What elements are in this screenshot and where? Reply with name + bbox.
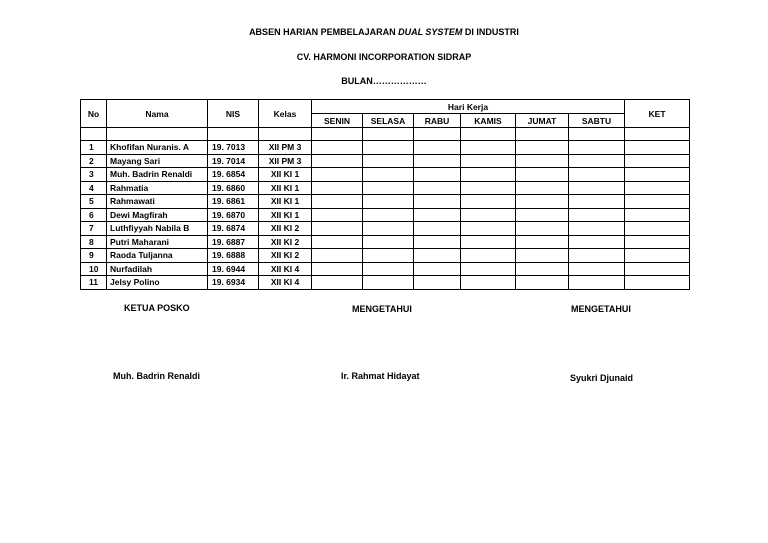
- month-label: BULAN………………: [341, 76, 427, 86]
- signature-role-middle: MENGETAHUI: [352, 304, 412, 314]
- row-number: 2: [81, 154, 107, 168]
- table-row: [81, 154, 690, 168]
- attendance-cell: [363, 141, 414, 155]
- row-name: Mayang Sari: [107, 154, 208, 168]
- attendance-cell: [363, 249, 414, 263]
- attendance-cell: [414, 262, 461, 276]
- row-number: 8: [81, 235, 107, 249]
- attendance-cell: [363, 276, 414, 290]
- row-number: 5: [81, 195, 107, 209]
- header-day: JUMAT: [516, 114, 569, 128]
- ket-cell: [625, 235, 690, 249]
- attendance-cell: [569, 195, 625, 209]
- row-name: Khofifan Nuranis. A: [107, 141, 208, 155]
- attendance-cell: [312, 168, 363, 182]
- attendance-cell: [516, 235, 569, 249]
- signature-name-middle: Ir. Rahmat Hidayat: [341, 371, 420, 381]
- row-class: XII KI 1: [259, 208, 312, 222]
- row-number: 1: [81, 141, 107, 155]
- row-number: 6: [81, 208, 107, 222]
- attendance-cell: [312, 222, 363, 236]
- table-row: [81, 195, 690, 209]
- table-row: [81, 222, 690, 236]
- table-row: [81, 208, 690, 222]
- table-row: [81, 168, 690, 182]
- row-number: 7: [81, 222, 107, 236]
- row-number: 11: [81, 276, 107, 290]
- row-nis: 19. 6944: [208, 262, 259, 276]
- header-kelas: Kelas: [259, 100, 312, 128]
- title-italic: DUAL SYSTEM: [398, 27, 463, 37]
- row-nis: 19. 6861: [208, 195, 259, 209]
- ket-cell: [625, 249, 690, 263]
- attendance-cell: [516, 195, 569, 209]
- title-suffix: DI INDUSTRI: [462, 27, 519, 37]
- table-row: [81, 181, 690, 195]
- attendance-cell: [414, 181, 461, 195]
- attendance-cell: [461, 262, 516, 276]
- attendance-cell: [569, 208, 625, 222]
- header-ket: KET: [625, 100, 690, 128]
- table-row: [81, 235, 690, 249]
- header-day: RABU: [414, 114, 461, 128]
- header-nama: Nama: [107, 100, 208, 128]
- attendance-cell: [461, 276, 516, 290]
- row-number: 4: [81, 181, 107, 195]
- attendance-cell: [312, 154, 363, 168]
- company-name: CV. HARMONI INCORPORATION SIDRAP: [296, 52, 472, 62]
- attendance-cell: [569, 154, 625, 168]
- row-nis: 19. 7013: [208, 141, 259, 155]
- attendance-cell: [414, 141, 461, 155]
- row-class: XII KI 1: [259, 181, 312, 195]
- row-nis: 19. 7014: [208, 154, 259, 168]
- row-class: XII PM 3: [259, 141, 312, 155]
- attendance-cell: [414, 235, 461, 249]
- row-name: Putri Maharani: [107, 235, 208, 249]
- ket-cell: [625, 141, 690, 155]
- row-class: XII KI 1: [259, 195, 312, 209]
- attendance-cell: [516, 262, 569, 276]
- attendance-cell: [312, 276, 363, 290]
- table-row: [81, 262, 690, 276]
- attendance-cell: [414, 154, 461, 168]
- attendance-cell: [363, 195, 414, 209]
- attendance-cell: [363, 154, 414, 168]
- ket-cell: [625, 208, 690, 222]
- signature-name-right: Syukri Djunaid: [570, 373, 634, 383]
- attendance-cell: [363, 222, 414, 236]
- row-name: Rahmawati: [107, 195, 208, 209]
- row-name: Rahmatia: [107, 181, 208, 195]
- header-day: SENIN: [312, 114, 363, 128]
- attendance-cell: [461, 222, 516, 236]
- attendance-cell: [516, 181, 569, 195]
- attendance-cell: [461, 235, 516, 249]
- header-day: KAMIS: [461, 114, 516, 128]
- attendance-cell: [414, 276, 461, 290]
- row-class: XII KI 4: [259, 262, 312, 276]
- attendance-cell: [312, 141, 363, 155]
- attendance-cell: [569, 222, 625, 236]
- attendance-table: [80, 99, 690, 290]
- attendance-cell: [461, 181, 516, 195]
- attendance-cell: [363, 235, 414, 249]
- attendance-cell: [312, 262, 363, 276]
- attendance-cell: [516, 154, 569, 168]
- attendance-cell: [516, 222, 569, 236]
- attendance-cell: [363, 262, 414, 276]
- row-number: 10: [81, 262, 107, 276]
- attendance-cell: [461, 154, 516, 168]
- attendance-cell: [414, 249, 461, 263]
- attendance-cell: [569, 276, 625, 290]
- attendance-cell: [363, 181, 414, 195]
- row-name: Nurfadilah: [107, 262, 208, 276]
- ket-cell: [625, 262, 690, 276]
- row-nis: 19. 6854: [208, 168, 259, 182]
- row-class: XII KI 2: [259, 249, 312, 263]
- signature-role-left: KETUA POSKO: [124, 303, 190, 313]
- table-row: [81, 249, 690, 263]
- row-nis: 19. 6860: [208, 181, 259, 195]
- row-number: 3: [81, 168, 107, 182]
- title-prefix: ABSEN HARIAN PEMBELAJARAN: [249, 27, 399, 37]
- row-class: XII KI 2: [259, 222, 312, 236]
- attendance-cell: [569, 249, 625, 263]
- attendance-cell: [312, 195, 363, 209]
- header-no: No: [81, 100, 107, 128]
- row-class: XII KI 2: [259, 235, 312, 249]
- attendance-cell: [569, 235, 625, 249]
- row-nis: 19. 6870: [208, 208, 259, 222]
- attendance-cell: [414, 222, 461, 236]
- attendance-cell: [414, 195, 461, 209]
- attendance-cell: [363, 168, 414, 182]
- attendance-cell: [414, 168, 461, 182]
- ket-cell: [625, 181, 690, 195]
- row-number: 9: [81, 249, 107, 263]
- attendance-cell: [312, 208, 363, 222]
- attendance-cell: [569, 262, 625, 276]
- attendance-cell: [312, 235, 363, 249]
- header-day: SABTU: [569, 114, 625, 128]
- attendance-cell: [516, 249, 569, 263]
- row-name: Luthfiyyah Nabila B: [107, 222, 208, 236]
- signature-name-left: Muh. Badrin Renaldi: [113, 371, 201, 381]
- attendance-cell: [516, 276, 569, 290]
- attendance-cell: [569, 168, 625, 182]
- row-nis: 19. 6874: [208, 222, 259, 236]
- attendance-cell: [363, 208, 414, 222]
- attendance-cell: [312, 249, 363, 263]
- table-row: [81, 141, 690, 155]
- attendance-cell: [516, 168, 569, 182]
- row-nis: 19. 6934: [208, 276, 259, 290]
- header-hari-kerja: Hari Kerja: [312, 100, 625, 114]
- ket-cell: [625, 195, 690, 209]
- table-row: [81, 276, 690, 290]
- attendance-cell: [461, 141, 516, 155]
- attendance-cell: [312, 181, 363, 195]
- header-day: SELASA: [363, 114, 414, 128]
- attendance-cell: [569, 141, 625, 155]
- ket-cell: [625, 276, 690, 290]
- document-title: [0, 27, 768, 37]
- row-nis: 19. 6888: [208, 249, 259, 263]
- header-nis: NIS: [208, 100, 259, 128]
- ket-cell: [625, 154, 690, 168]
- row-class: XII KI 4: [259, 276, 312, 290]
- row-class: XII KI 1: [259, 168, 312, 182]
- row-name: Jelsy Polino: [107, 276, 208, 290]
- row-class: XII PM 3: [259, 154, 312, 168]
- ket-cell: [625, 222, 690, 236]
- attendance-cell: [569, 181, 625, 195]
- row-name: Dewi Magfirah: [107, 208, 208, 222]
- ket-cell: [625, 168, 690, 182]
- signature-role-right: MENGETAHUI: [571, 304, 631, 314]
- attendance-cell: [516, 141, 569, 155]
- attendance-cell: [414, 208, 461, 222]
- row-name: Muh. Badrin Renaldi: [107, 168, 208, 182]
- row-nis: 19. 6887: [208, 235, 259, 249]
- attendance-cell: [461, 195, 516, 209]
- attendance-cell: [461, 168, 516, 182]
- attendance-cell: [461, 249, 516, 263]
- row-name: Raoda Tuljanna: [107, 249, 208, 263]
- spacer-row: [81, 128, 690, 141]
- attendance-cell: [461, 208, 516, 222]
- attendance-cell: [516, 208, 569, 222]
